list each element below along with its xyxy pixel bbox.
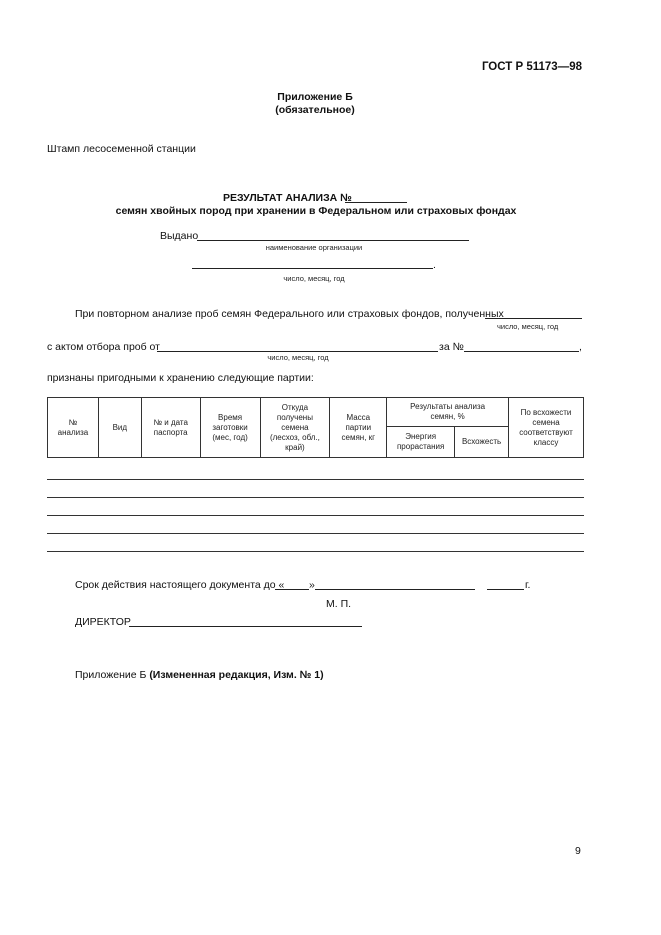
standard-number: ГОСТ Р 51173—98 [481, 61, 582, 73]
approved-text: признаны пригодными к хранению следующие партии: [47, 372, 314, 384]
issued-period: . [433, 259, 436, 271]
table-row [47, 533, 584, 534]
stamp-label: Штамп лесосеменной станции [47, 143, 196, 155]
header-analysis-number: № анализа [48, 398, 99, 458]
page-number: 9 [575, 845, 581, 857]
header-results: Результаты анализа семян, % [387, 398, 509, 427]
act-date-caption: число, месяц, год [267, 353, 329, 362]
header-type: Вид [98, 398, 141, 458]
table-row [47, 479, 584, 480]
table-row [47, 497, 584, 498]
org-caption: наименование организации [265, 243, 363, 252]
result-number-line [345, 202, 407, 203]
validity-day-line [275, 589, 309, 590]
director-label: ДИРЕКТОР [75, 616, 131, 628]
validity-quote-close: » [309, 579, 315, 591]
act-label: с актом отбора проб от [47, 341, 160, 353]
result-title: РЕЗУЛЬТАТ АНАЛИЗА № [223, 192, 352, 204]
header-class: По всхожести семена соответствуют классу [509, 398, 584, 458]
header-germination: Всхожесть [455, 427, 509, 458]
act-comma: , [579, 341, 582, 353]
footnote-prefix: Приложение Б [75, 669, 150, 681]
table-row [47, 515, 584, 516]
batches-table [47, 397, 584, 458]
act-date-line [157, 351, 438, 352]
header-passport: № и дата паспорта [141, 398, 200, 458]
table-row [47, 551, 584, 552]
appendix-title: Приложение Б [277, 91, 353, 103]
act-number-line [464, 351, 579, 352]
act-number-label: за № [439, 341, 464, 353]
issued-label: Выдано [160, 230, 199, 242]
footnote-bold: (Измененная редакция, Изм. № 1) [149, 669, 324, 681]
appendix-status: (обязательное) [275, 104, 355, 116]
result-subtitle: семян хвойных пород при хранении в Федеральном или страховых фондах [115, 205, 517, 217]
validity-month-line [315, 589, 475, 590]
director-signature-line [129, 626, 362, 627]
validity-text: Срок действия настоящего документа до « [75, 579, 285, 591]
header-harvest-time: Время заготовки (мес, год) [200, 398, 260, 458]
issued-date-caption: число, месяц, год [283, 274, 345, 283]
issued-date-line [192, 268, 433, 269]
footnote [75, 669, 324, 681]
seal-label: М. П. [326, 598, 352, 610]
validity-year-suffix: г. [525, 579, 531, 591]
repeat-analysis-text: При повторном анализе проб семян Федерального или страховых фондов, полученных [75, 308, 504, 320]
header-energy: Энергия прорастания [387, 427, 455, 458]
issued-org-line [197, 240, 469, 241]
received-date-caption: число, месяц, год [497, 322, 559, 331]
validity-year-line [487, 589, 524, 590]
header-origin: Откуда получены семена (лесхоз, обл., край) [260, 398, 330, 458]
received-date-line [485, 318, 582, 319]
header-mass: Масса партии семян, кг [330, 398, 387, 458]
